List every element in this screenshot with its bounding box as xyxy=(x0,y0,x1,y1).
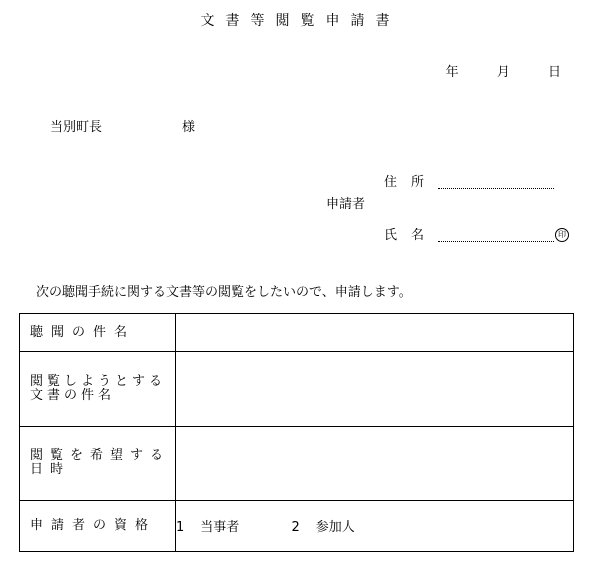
row-label-document-subject: 閲覧しようとする文書の件名 xyxy=(20,352,176,426)
document-title: 文書等閲覧申請書 xyxy=(200,13,401,29)
desired-datetime-cell[interactable] xyxy=(176,426,574,500)
row-label-hearing-subject: 聴聞の件名 xyxy=(20,314,176,352)
address-row xyxy=(384,176,554,189)
hearing-subject-cell[interactable] xyxy=(176,314,574,352)
table-row xyxy=(20,426,574,500)
table-row xyxy=(20,314,574,352)
name-label: 氏名 xyxy=(384,228,439,243)
qualification-cell xyxy=(176,500,574,551)
option-party[interactable] xyxy=(176,516,239,535)
name-row xyxy=(384,228,569,242)
option-number: 2 xyxy=(291,520,300,536)
seal-mark: 印 xyxy=(555,228,569,242)
option-participant[interactable] xyxy=(291,516,354,535)
table-row xyxy=(20,352,574,426)
date-line xyxy=(446,66,561,79)
application-table xyxy=(19,313,574,552)
table-row xyxy=(20,500,574,551)
honorific: 様 xyxy=(182,120,196,135)
name-field[interactable] xyxy=(438,229,554,242)
date-year: 年 xyxy=(445,65,459,80)
date-day: 日 xyxy=(547,65,561,80)
document-subject-cell[interactable] xyxy=(176,352,574,426)
option-number: 1 xyxy=(176,520,185,536)
applicant-label: 申請者 xyxy=(326,197,366,212)
address-label: 住所 xyxy=(384,175,439,190)
intro-text: 次の聴聞手続に関する文書等の閲覧をしたいので、申請します。 xyxy=(36,285,412,300)
row-label-desired-datetime: 閲覧を希望する日時 xyxy=(20,426,176,500)
row-label-qualification: 申請者の資格 xyxy=(20,500,176,551)
address-field[interactable] xyxy=(438,176,554,189)
option-label: 参加人 xyxy=(315,520,355,536)
addressee: 当別町長 xyxy=(50,120,103,135)
option-label: 当事者 xyxy=(200,520,240,536)
date-month: 月 xyxy=(496,65,510,80)
